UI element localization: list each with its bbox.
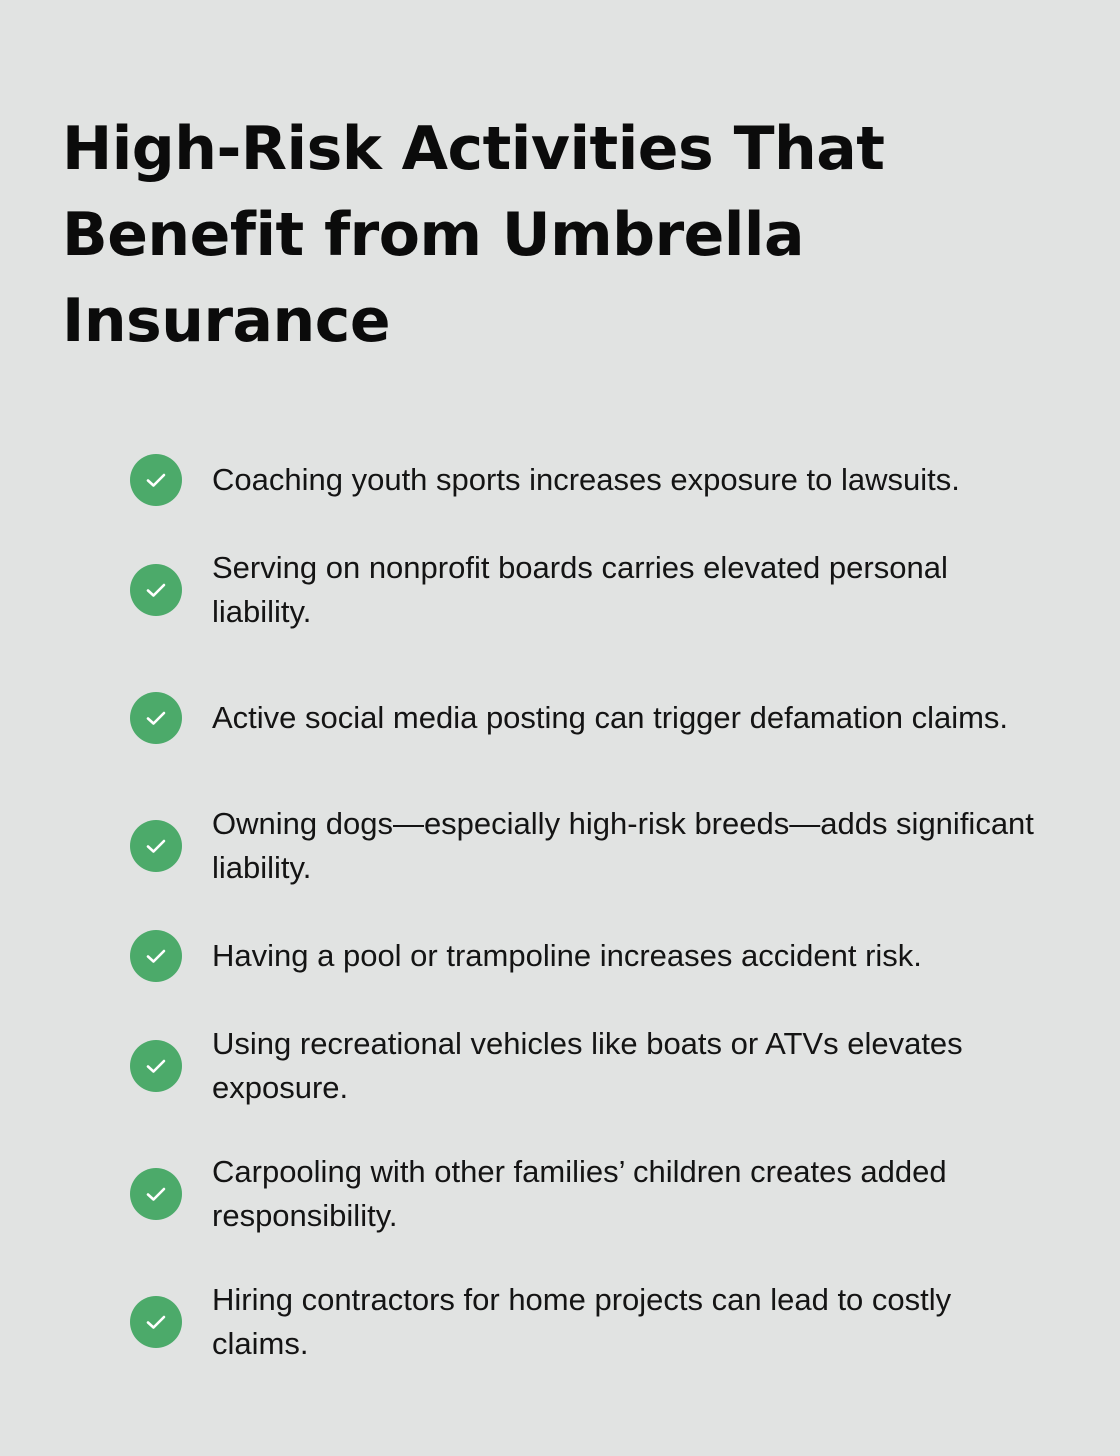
list-item — [130, 934, 1050, 978]
list-item-text: Carpooling with other families’ children creates added responsibility. — [212, 1154, 947, 1233]
list-item — [130, 1022, 1050, 1110]
check-circle-icon — [130, 820, 182, 872]
check-circle-icon — [130, 930, 182, 982]
list-item — [130, 458, 1050, 502]
list-item — [130, 802, 1050, 890]
check-circle-icon — [130, 1168, 182, 1220]
list-item — [130, 674, 1050, 762]
check-circle-icon — [130, 1296, 182, 1348]
list-item-text: Owning dogs—especially high-risk breeds—adds significant liability. — [212, 806, 1034, 885]
check-circle-icon — [130, 692, 182, 744]
list-item-text: Coaching youth sports increases exposure to lawsuits. — [212, 462, 960, 497]
list-item-text: Using recreational vehicles like boats or ATVs elevates exposure. — [212, 1026, 963, 1105]
check-circle-icon — [130, 1040, 182, 1092]
list-item — [130, 1150, 1050, 1238]
check-circle-icon — [130, 454, 182, 506]
list-item — [130, 546, 1050, 634]
list-item-text: Serving on nonprofit boards carries elevated personal liability. — [212, 550, 948, 629]
page-title: High-Risk Activities That Benefit from Umbrella Insurance — [62, 114, 885, 356]
list-item-text: Having a pool or trampoline increases accident risk. — [212, 938, 922, 973]
list-item — [130, 1278, 1050, 1366]
list-item-text: Hiring contractors for home projects can lead to costly claims. — [212, 1282, 952, 1361]
check-circle-icon — [130, 564, 182, 616]
list-item-text: Active social media posting can trigger defamation claims. — [212, 700, 1009, 735]
